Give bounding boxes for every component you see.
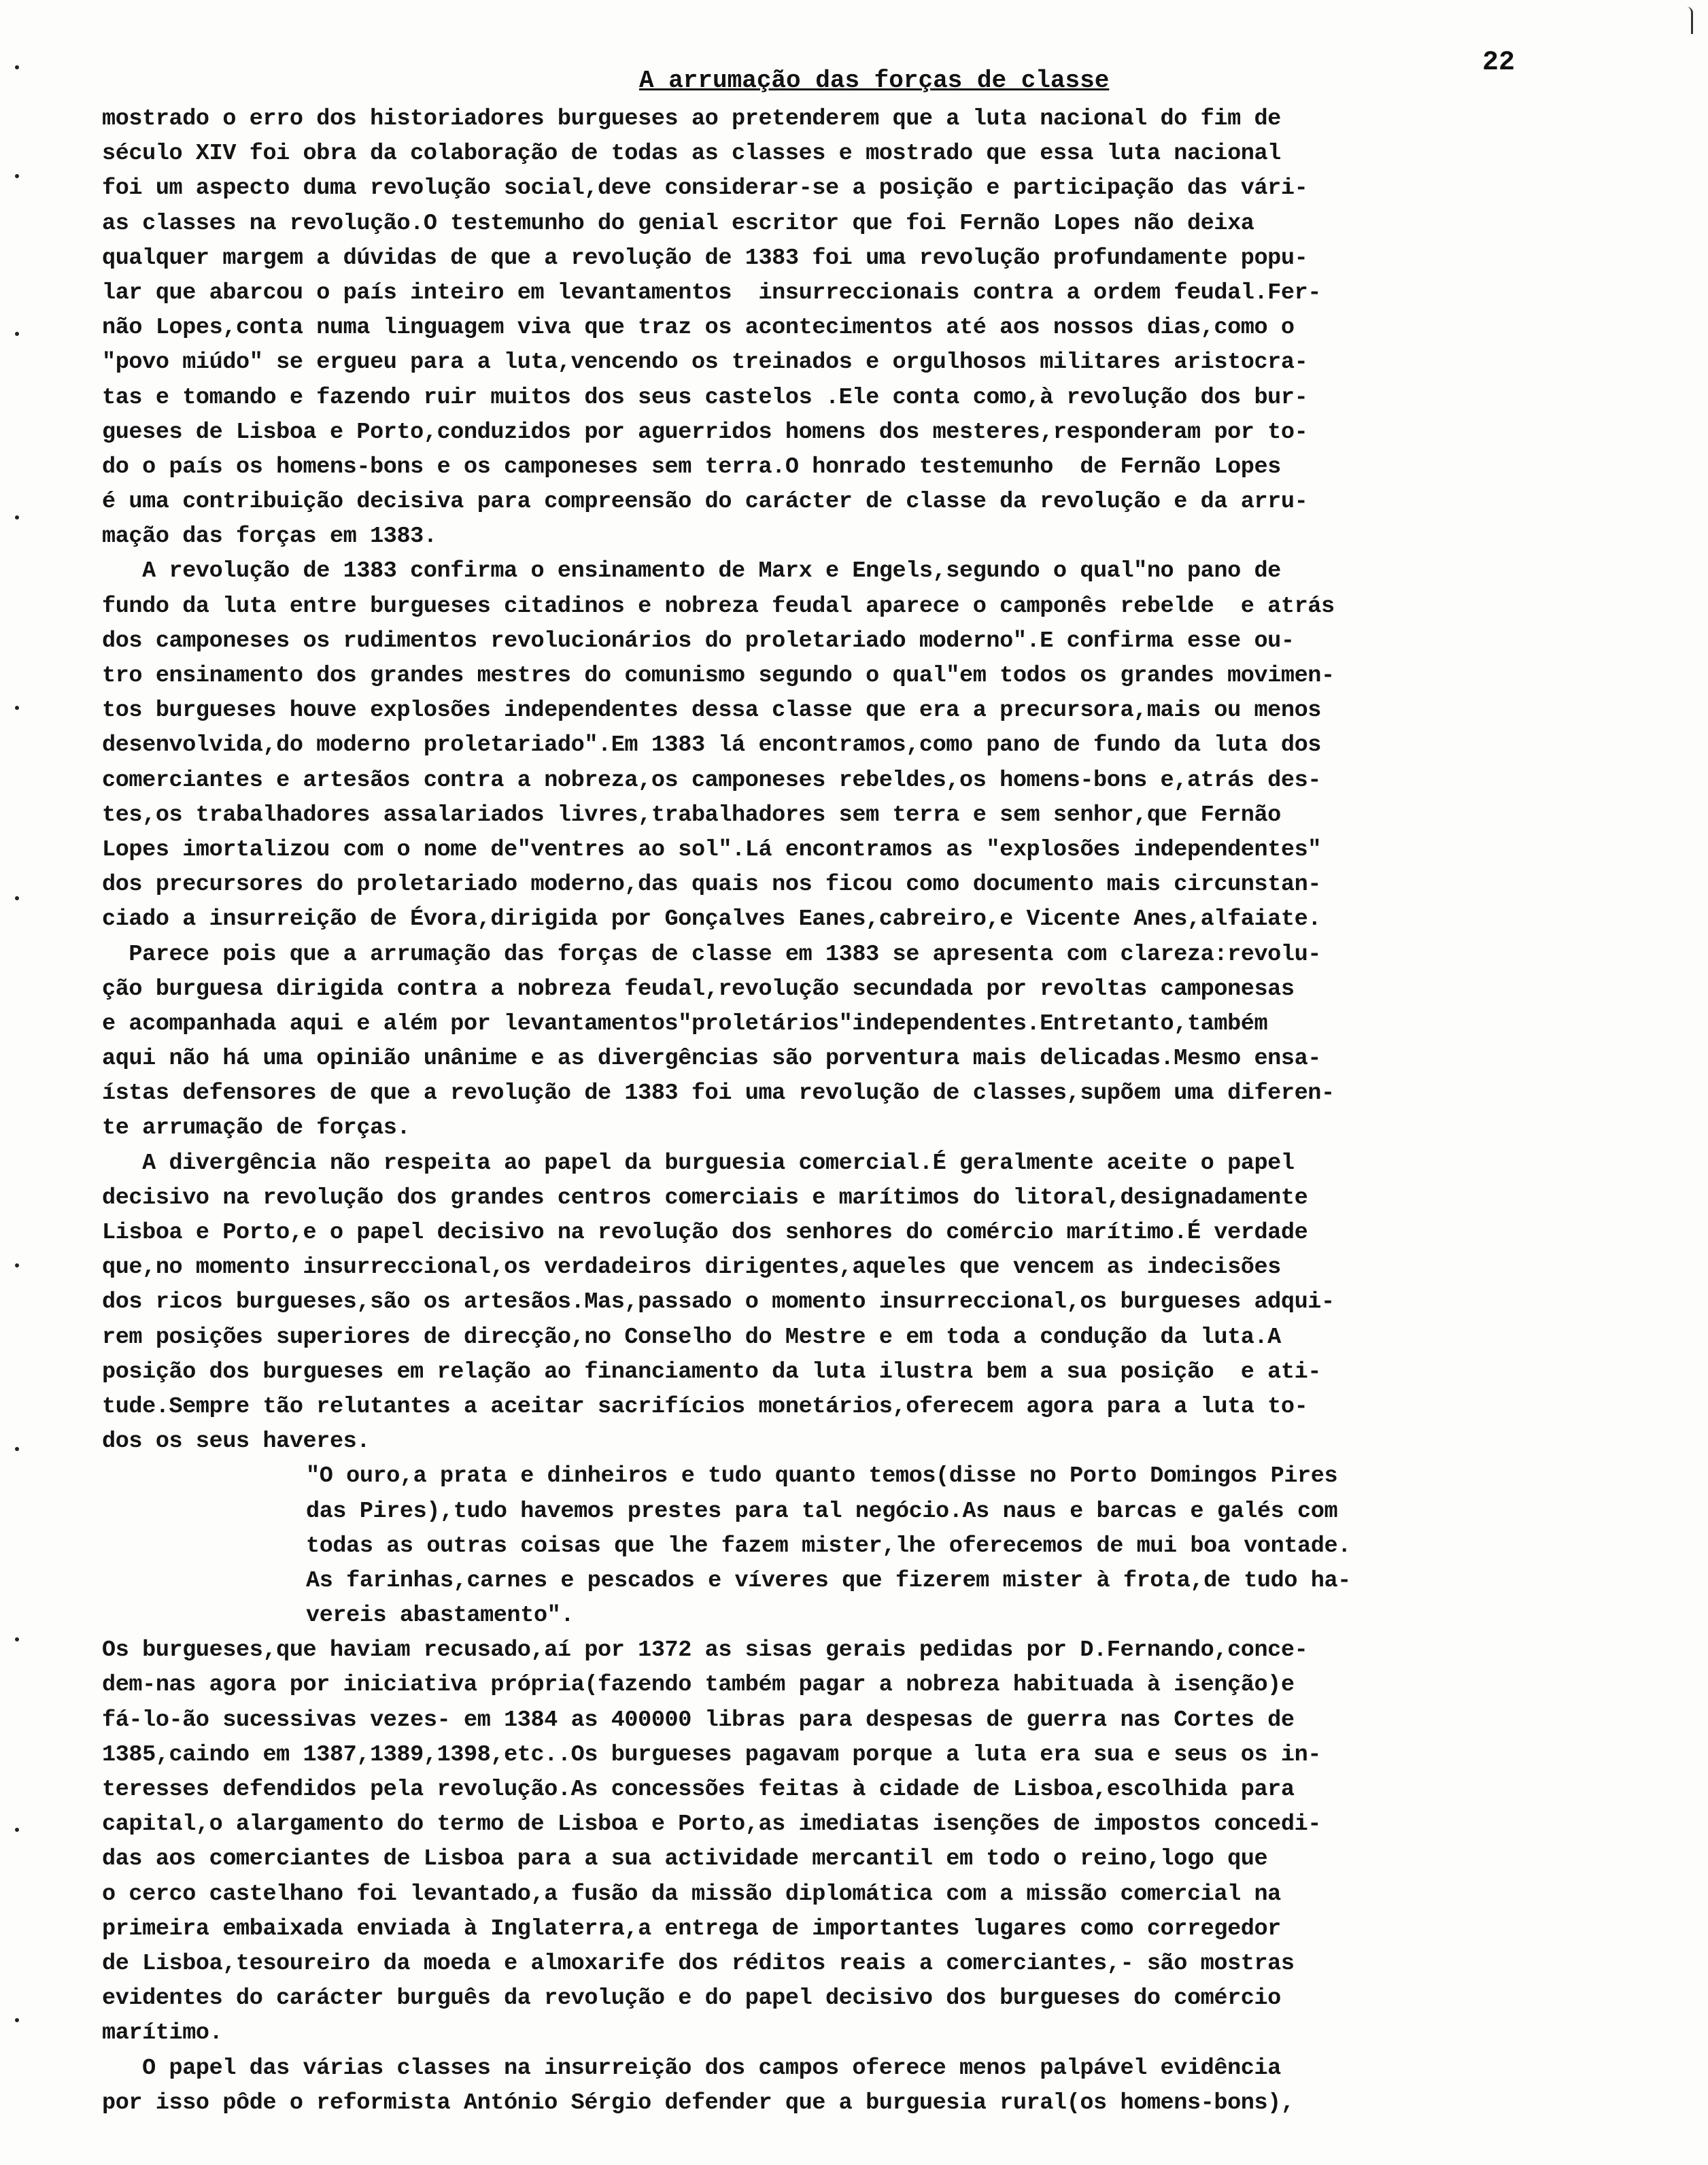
text-line: fá-lo-ão sucessivas vezes- em 1384 as 400000 libras para despesas de guerra nas Cortes de [102,1707,1295,1733]
quote-line: vereis abastamento". [306,1603,575,1629]
text-line: que,no momento insurreccional,os verdadeiros dirigentes,aqueles que vencem as indecisões [102,1255,1281,1281]
edge-mark [15,896,19,900]
text-line: A revolução de 1383 confirma o ensinamento de Marx e Engels,segundo o qual"no pano de [102,558,1281,585]
text-line: marítimo. [102,2020,223,2047]
text-line: dos precursores do proletariado moderno,das quais nos ficou como documento mais circunstan- [102,872,1321,898]
text-line: tro ensinamento dos grandes mestres do comunismo segundo o qual"em todos os grandes movimen- [102,663,1335,689]
text-line: foi um aspecto duma revolução social,deve considerar-se a posição e participação das vári- [102,175,1308,202]
text-line: Os burgueses,que haviam recusado,aí por 1372 as sisas gerais pedidas por D.Fernando,conce- [102,1637,1308,1664]
edge-mark [15,706,19,710]
text-line: ístas defensores de que a revolução de 1383 foi uma revolução de classes,supõem uma diferen- [102,1080,1335,1107]
page-corner-fold [1687,7,1693,34]
text-line: Lopes imortalizou com o nome de"ventres ao sol".Lá encontramos as "explosões independentes" [102,836,1321,863]
quote-line: "O ouro,a prata e dinheiros e tudo quanto temos(disse no Porto Domingos Pires [306,1463,1338,1490]
text-line: as classes na revolução.O testemunho do genial escritor que foi Fernão Lopes não deixa [102,210,1254,237]
text-line: dem-nas agora por iniciativa própria(fazendo também pagar a nobreza habituada à isenção)e [102,1672,1295,1699]
text-line: dos os seus haveres. [102,1429,371,1455]
edge-mark [15,2018,19,2022]
edge-mark [15,174,19,178]
text-line: decisivo na revolução dos grandes centros comerciais e marítimos do litoral,designadamente [102,1184,1308,1211]
text-line: fundo da luta entre burgueses citadinos e nobreza feudal aparece o camponês rebelde e atrás [102,593,1335,619]
quote-line: As farinhas,carnes e pescados e víveres que fizerem mister à frota,de tudo ha- [306,1567,1351,1594]
text-line: o cerco castelhano foi levantado,a fusão da missão diplomática com a missão comercial na [102,1881,1281,1907]
edge-mark [15,1263,19,1267]
text-line: mostrado o erro dos historiadores burgueses ao pretenderem que a luta nacional do fim de [102,106,1281,132]
edge-mark [15,515,19,519]
body-text [102,102,1639,2121]
text-line: Parece pois que a arrumação das forças de classe em 1383 se apresenta com clareza:revolu- [102,941,1321,968]
edge-mark [15,1637,19,1641]
section-title: A arrumação das forças de classe [639,67,1110,95]
text-line: dos camponeses os rudimentos revolucionários do proletariado moderno".E confirma esse ou- [102,628,1295,654]
text-line: tes,os trabalhadores assalariados livres,trabalhadores sem terra e sem senhor,que Fernão [102,802,1281,828]
text-line: século XIV foi obra da colaboração de todas as classes e mostrado que essa luta nacional [102,141,1281,167]
text-line: de Lisboa,tesoureiro da moeda e almoxarife dos réditos reais a comerciantes,- são mostras [102,1950,1295,1977]
text-line: tude.Sempre tão relutantes a aceitar sacrifícios monetários,oferecem agora para a luta to- [102,1393,1308,1420]
text-line: evidentes do carácter burguês da revolução e do papel decisivo dos burgueses do comércio [102,1985,1281,2012]
edge-mark [15,332,19,336]
text-line: ciado a insurreição de Évora,dirigida por Gonçalves Eanes,cabreiro,e Vicente Anes,alfaiate. [102,906,1321,933]
text-line: capital,o alargamento do termo de Lisboa e Porto,as imediatas isenções de impostos concedi- [102,1811,1321,1838]
text-line: aqui não há uma opinião unânime e as divergências são porventura mais delicadas.Mesmo ensa- [102,1046,1321,1072]
block-quote [102,1459,1639,1633]
text-line: A divergência não respeita ao papel da burguesia comercial.É geralmente aceite o papel [102,1150,1295,1176]
text-line: "povo miúdo" se ergueu para a luta,vencendo os treinados e orgulhosos militares aristocra- [102,350,1308,376]
text-line: qualquer margem a dúvidas de que a revolução de 1383 foi uma revolução profundamente popu- [102,245,1308,271]
text-line: gueses de Lisboa e Porto,conduzidos por aguerridos homens dos mesteres,responderam por to- [102,419,1308,445]
text-line: ção burguesa dirigida contra a nobreza feudal,revolução secundada por revoltas camponesas [102,976,1295,1002]
text-line: do o país os homens-bons e os camponeses sem terra.O honrado testemunho de Fernão Lopes [102,454,1281,480]
text-line: tas e tomando e fazendo ruir muitos dos seus castelos .Ele conta como,à revolução dos bur- [102,384,1308,411]
text-line: das aos comerciantes de Lisboa para a sua actividade mercantil em todo o reino,logo que [102,1846,1268,1873]
edge-mark [15,1828,19,1832]
edge-mark [15,65,19,69]
text-line: e acompanhada aqui e além por levantamentos"proletários"independentes.Entretanto,também [102,1010,1268,1037]
quote-line: das Pires),tudo havemos prestes para tal negócio.As naus e barcas e galés com [306,1498,1338,1524]
page-number: 22 [1482,48,1516,78]
edge-mark [15,1447,19,1451]
text-line: mação das forças em 1383. [102,524,437,550]
text-line: não Lopes,conta numa linguagem viva que traz os acontecimentos até aos nossos dias,como o [102,315,1295,341]
text-line: te arrumação de forças. [102,1115,411,1142]
text-line: posição dos burgueses em relação ao financiamento da luta ilustra bem a sua posição e ati- [102,1359,1321,1385]
text-line: O papel das várias classes na insurreição dos campos oferece menos palpável evidência [102,2055,1281,2081]
text-line: primeira embaixada enviada à Inglaterra,a entrega de importantes lugares como corregedor [102,1915,1281,1942]
text-line: 1385,caindo em 1387,1389,1398,etc..Os burgueses pagavam porque a luta era sua e seus os in- [102,1741,1321,1768]
left-edge-marks [0,0,41,2165]
text-line: tos burgueses houve explosões independentes dessa classe que era a precursora,mais ou menos [102,698,1321,724]
text-line: é uma contribuição decisiva para compreensão do carácter de classe da revolução e da arru- [102,489,1308,515]
text-line: lar que abarcou o país inteiro em levantamentos insurreccionais contra a ordem feudal.Fer- [102,279,1321,306]
text-line: Lisboa e Porto,e o papel decisivo na revolução dos senhores do comércio marítimo.É verdade [102,1220,1308,1246]
text-line: comerciantes e artesãos contra a nobreza,os camponeses rebeldes,os homens-bons e,atrás des- [102,767,1321,794]
text-line: dos ricos burgueses,são os artesãos.Mas,passado o momento insurreccional,os burgueses adqui- [102,1289,1335,1316]
text-line: desenvolvida,do moderno proletariado".Em 1383 lá encontramos,como pano de fundo da luta dos [102,732,1321,759]
text-line: rem posições superiores de direcção,no Conselho do Mestre e em toda a condução da luta.A [102,1324,1281,1350]
text-line: por isso pôde o reformista António Sérgio defender que a burguesia rural(os homens-bons), [102,2090,1295,2116]
text-line: teresses defendidos pela revolução.As concessões feitas à cidade de Lisboa,escolhida para [102,1777,1295,1803]
quote-line: todas as outras coisas que lhe fazem mister,lhe oferecemos de mui boa vontade. [306,1533,1351,1559]
